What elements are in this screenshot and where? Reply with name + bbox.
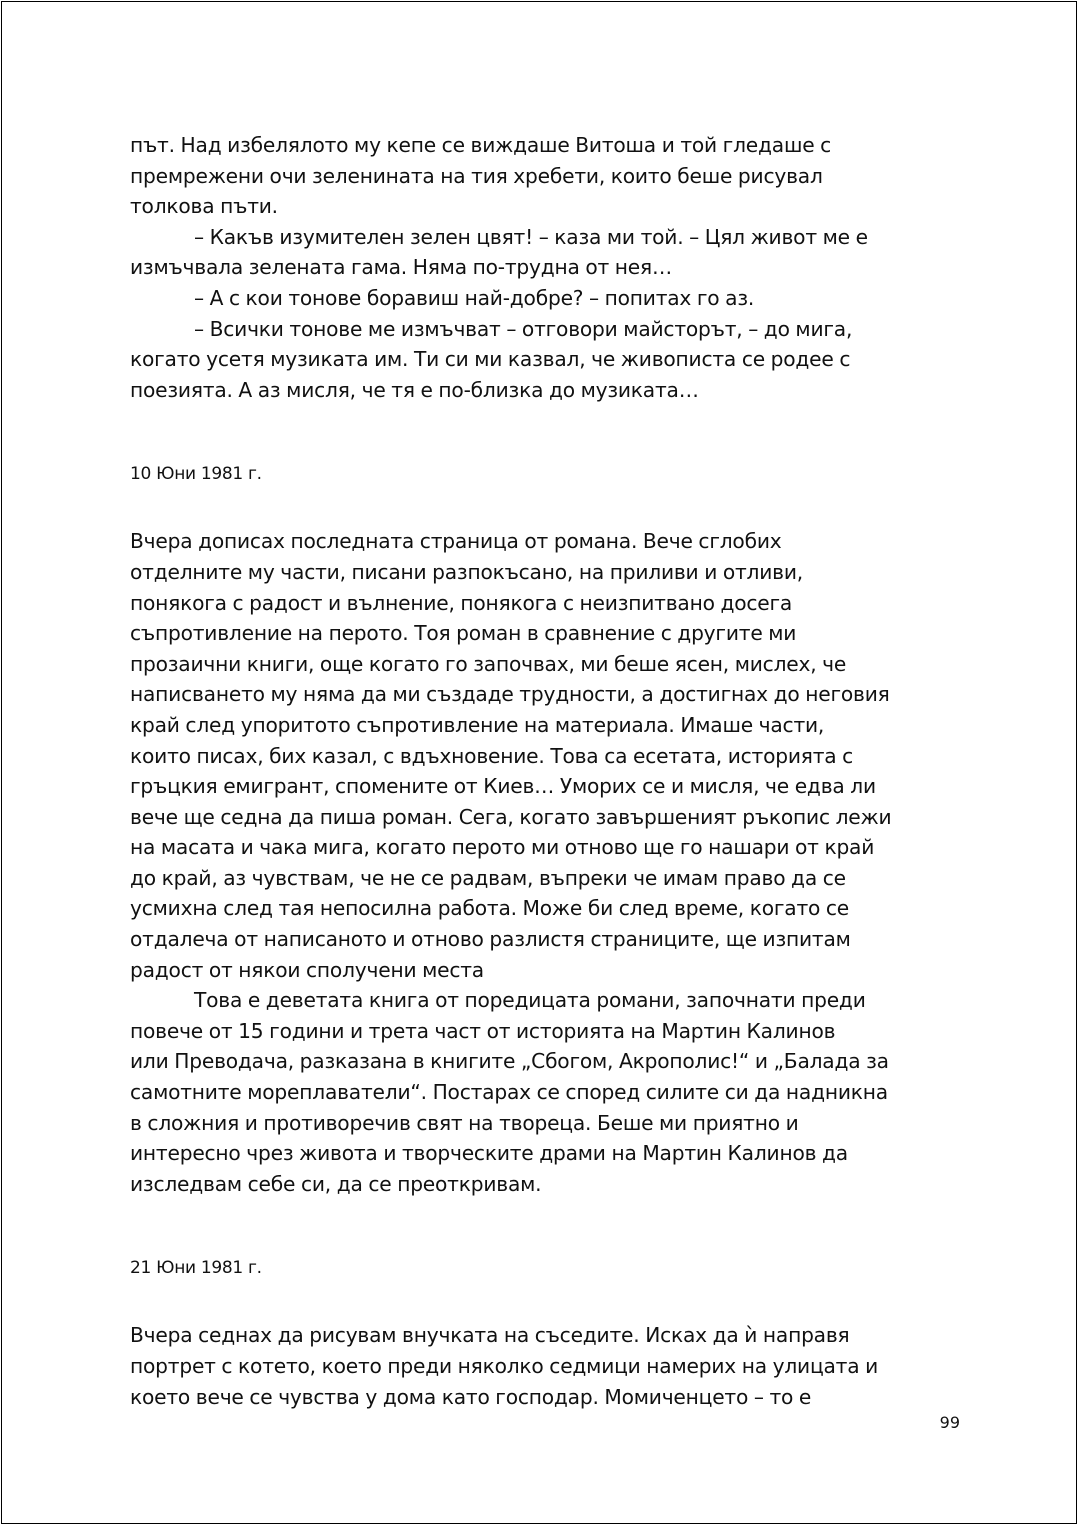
page-content [130,130,960,1412]
text-line: прозаични книги, още когато го започвах, ми беше ясен, мислех, че [130,651,847,676]
text-line: изследвам себе си, да се преоткривам. [130,1171,542,1196]
text-line: Това е деветата книга от поредицата романи, започнати преди [194,988,866,1013]
dialogue-paragraph [130,130,960,405]
text-line: до край, аз чувствам, че не се радвам, въпреки че имам право да се [130,865,846,890]
text-line: – Всички тонове ме измъчват – отговори майсторът, – до мига, [194,316,853,341]
text-line: – Какъв изумителен зелен цвят! – каза ми той. – Цял живот ме е [194,224,868,249]
text-line: вече ще седна да пиша роман. Сега, когато завършеният ръкопис лежи [130,804,892,829]
text-line: – А с кои тонове боравиш най-добре? – попитах го аз. [194,285,755,310]
text-line: на масата и чака мига, когато перото ми отново ще го нашари от край [130,835,875,860]
text-line: самотните мореплаватели“. Постарах се според силите си да надникна [130,1080,888,1105]
diary-date: 21 Юни 1981 г. [130,1258,262,1279]
text-line: път. Над избелялото му кепе се виждаше Витоша и той гледаше с [130,133,832,157]
text-line: които писах, бих казал, с вдъхновение. Това са есетата, историята с [130,743,854,768]
text-line: гръцкия емигрант, спомените от Киев… Уморих се и мисля, че едва ли [130,774,876,799]
text-line: Вчера дописах последната страница от романа. Вече сглобих [130,529,782,554]
diary-entry-body [130,1320,960,1412]
text-line: измъчвала зелената гама. Няма по-трудна от нея… [130,255,672,280]
text-line: когато усетя музиката им. Ти си ми казвал, че живописта се родее с [130,347,851,372]
text-line: понякога с радост и вълнение, понякога с неизпитвано досега [130,590,793,615]
text-line: което вече се чувства у дома като господар. Момиченцето – то е [130,1384,812,1409]
text-line: или Преводача, разказана в книгите „Сбогом, Акрополис!“ и „Балада за [130,1049,889,1074]
diary-date: 10 Юни 1981 г. [130,464,262,485]
text-line: премрежени очи зеленината на тия хребети, които беше рисувал [130,163,823,188]
diary-entry-body [130,526,960,1199]
page-number: 99 [939,1413,960,1432]
text-line: усмихна след тая непосилна работа. Може би след време, когато се [130,896,850,921]
text-line: интересно чрез живота и творческите драми на Мартин Калинов да [130,1141,848,1166]
text-line: съпротивление на перото. Тоя роман в сравнение с другите ми [130,621,797,646]
text-line: в сложния и противоречив свят на твореца. Беше ми приятно и [130,1110,799,1135]
text-line: Вчера седнах да рисувам внучката на съседите. Исках да ѝ направя [130,1323,850,1348]
text-line: отдалеча от написаното и отново разлистя страниците, ще изпитам [130,927,851,952]
text-line: радост от някои сполучени места [130,957,484,982]
text-line: портрет с котето, което преди няколко седмици намерих на улицата и [130,1354,879,1378]
text-line: написването му няма да ми създаде трудности, а достигнах до неговия [130,682,890,707]
text-line: поезията. А аз мисля, че тя е по-близка до музиката… [130,377,699,402]
text-line: повече от 15 години и трета част от историята на Мартин Калинов [130,1018,836,1043]
text-line: отделните му части, писани разпокъсано, на приливи и отливи, [130,559,803,584]
text-line: край след упоритото съпротивление на материала. Имаше части, [130,712,825,737]
text-line: толкова пъти. [130,194,278,219]
